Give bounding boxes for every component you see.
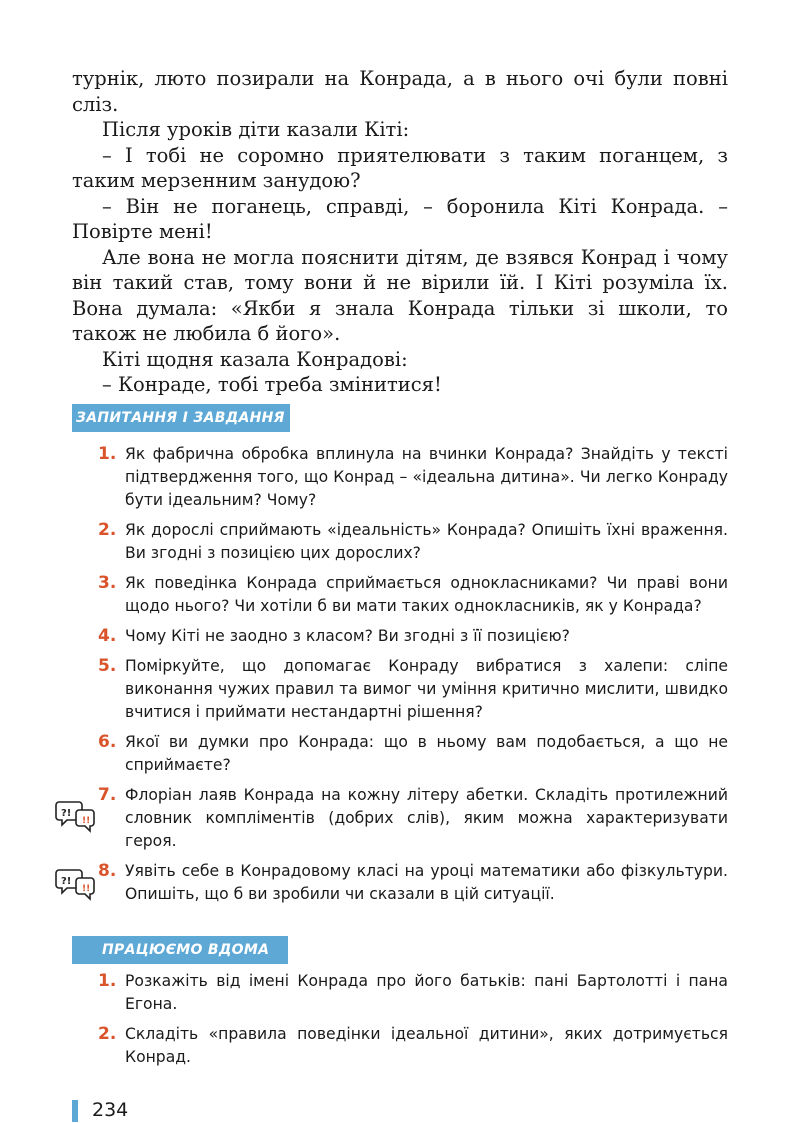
- homework-number: 1.: [98, 971, 117, 991]
- story-paragraph: Але вона не могла пояснити дітям, де взявся Конрад і чому він такий став, тому вони й не вірили їй. І Кіті розуміла їх. Вона думала: «Якби я знала Конрада тільки зі школи, то також не любила б його».: [72, 245, 728, 345]
- question-number: 1.: [98, 444, 117, 464]
- page-number: 234: [92, 1099, 129, 1121]
- question-number: 7.: [98, 785, 117, 805]
- homework-text: Розкажіть від імені Конрада про його батьків: пані Бартолотті і пана Егона.: [125, 972, 728, 1013]
- story-paragraph: Після уроків діти казали Кіті:: [102, 118, 410, 141]
- story-paragraph: – Конраде, тобі треба змінитися!: [102, 373, 442, 396]
- svg-text:?!: ?!: [61, 808, 72, 819]
- homework-item: [98, 970, 728, 1016]
- question-number: 8.: [98, 861, 117, 881]
- svg-text:!!: !!: [82, 884, 91, 894]
- question-text: Флоріан лаяв Конрада на кожну літеру абетки. Складіть протилежний словник компліментів (добрих слів), яким можна характеризувати героя.: [125, 786, 728, 850]
- question-number: 4.: [98, 626, 117, 646]
- question-text: Чому Кіті не заодно з класом? Ви згодні з її позицією?: [125, 627, 570, 645]
- question-item: [98, 860, 728, 906]
- homework-text: Складіть «правила поведінки ідеальної дитини», яких дотримується Конрад.: [125, 1025, 728, 1066]
- question-item: [98, 655, 728, 724]
- story-paragraph: – І тобі не соромно приятелювати з таким поганцем, з таким мерзенним занудою?: [72, 143, 728, 192]
- story-paragraph: Кіті щодня казала Конрадові:: [102, 347, 408, 371]
- question-item: [98, 784, 728, 853]
- homework-item: [98, 1023, 728, 1069]
- question-text: Уявіть себе в Конрадовому класі на уроці математики або фізкультури. Опишіть, що б ви зробили чи сказали в цій ситуації.: [125, 862, 728, 903]
- question-number: 2.: [98, 520, 117, 540]
- questions-list: [98, 443, 728, 913]
- question-item: [98, 731, 728, 777]
- svg-text:!!: !!: [82, 816, 91, 826]
- question-item: [98, 443, 728, 512]
- question-number: 6.: [98, 732, 117, 752]
- story-paragraph: турнік, люто позирали на Конрада, а в нього очі були повні сліз.: [72, 67, 728, 116]
- question-item: [98, 519, 728, 565]
- question-number: 5.: [98, 656, 117, 676]
- question-text: Як поведінка Конрада сприймається однокласниками? Чи праві вони щодо нього? Чи хотіли б ви мати таких однокласників, як у Конрада?: [125, 574, 728, 615]
- speech-bubbles-icon: [54, 798, 98, 834]
- question-number: 3.: [98, 573, 117, 593]
- question-text: Як фабрична обробка вплинула на вчинки Конрада? Знайдіть у тексті підтвердження того, що Конрад – «ідеальна дитина». Чи легко Конраду бути ідеальним? Чому?: [125, 445, 728, 509]
- question-item: [98, 625, 728, 648]
- homework-list: [98, 970, 728, 1076]
- question-text: Якої ви думки про Конрада: що в ньому вам подобається, а що не сприймаєте?: [125, 733, 728, 774]
- svg-text:?!: ?!: [61, 876, 72, 887]
- question-text: Як дорослі сприймають «ідеальність» Конрада? Опишіть їхні враження. Ви згодні з позицією цих дорослих?: [125, 521, 728, 562]
- page-number-bar: [72, 1100, 78, 1122]
- story-text: [72, 66, 728, 398]
- homework-number: 2.: [98, 1024, 117, 1044]
- homework-section-title: ПРАЦЮЄМО ВДОМА: [72, 936, 288, 964]
- speech-bubbles-icon: [54, 866, 98, 902]
- question-text: Поміркуйте, що допомагає Конраду вибратися з халепи: сліпе виконання чужих правил та вимог чи уміння критично мислити, швидко вчитися і приймати нестандартні рішення?: [125, 657, 728, 721]
- question-item: [98, 572, 728, 618]
- story-paragraph: – Він не поганець, справді, – боронила Кіті Конрада. – Повірте мені!: [72, 194, 728, 243]
- questions-section-title: ЗАПИТАННЯ І ЗАВДАННЯ: [72, 404, 290, 432]
